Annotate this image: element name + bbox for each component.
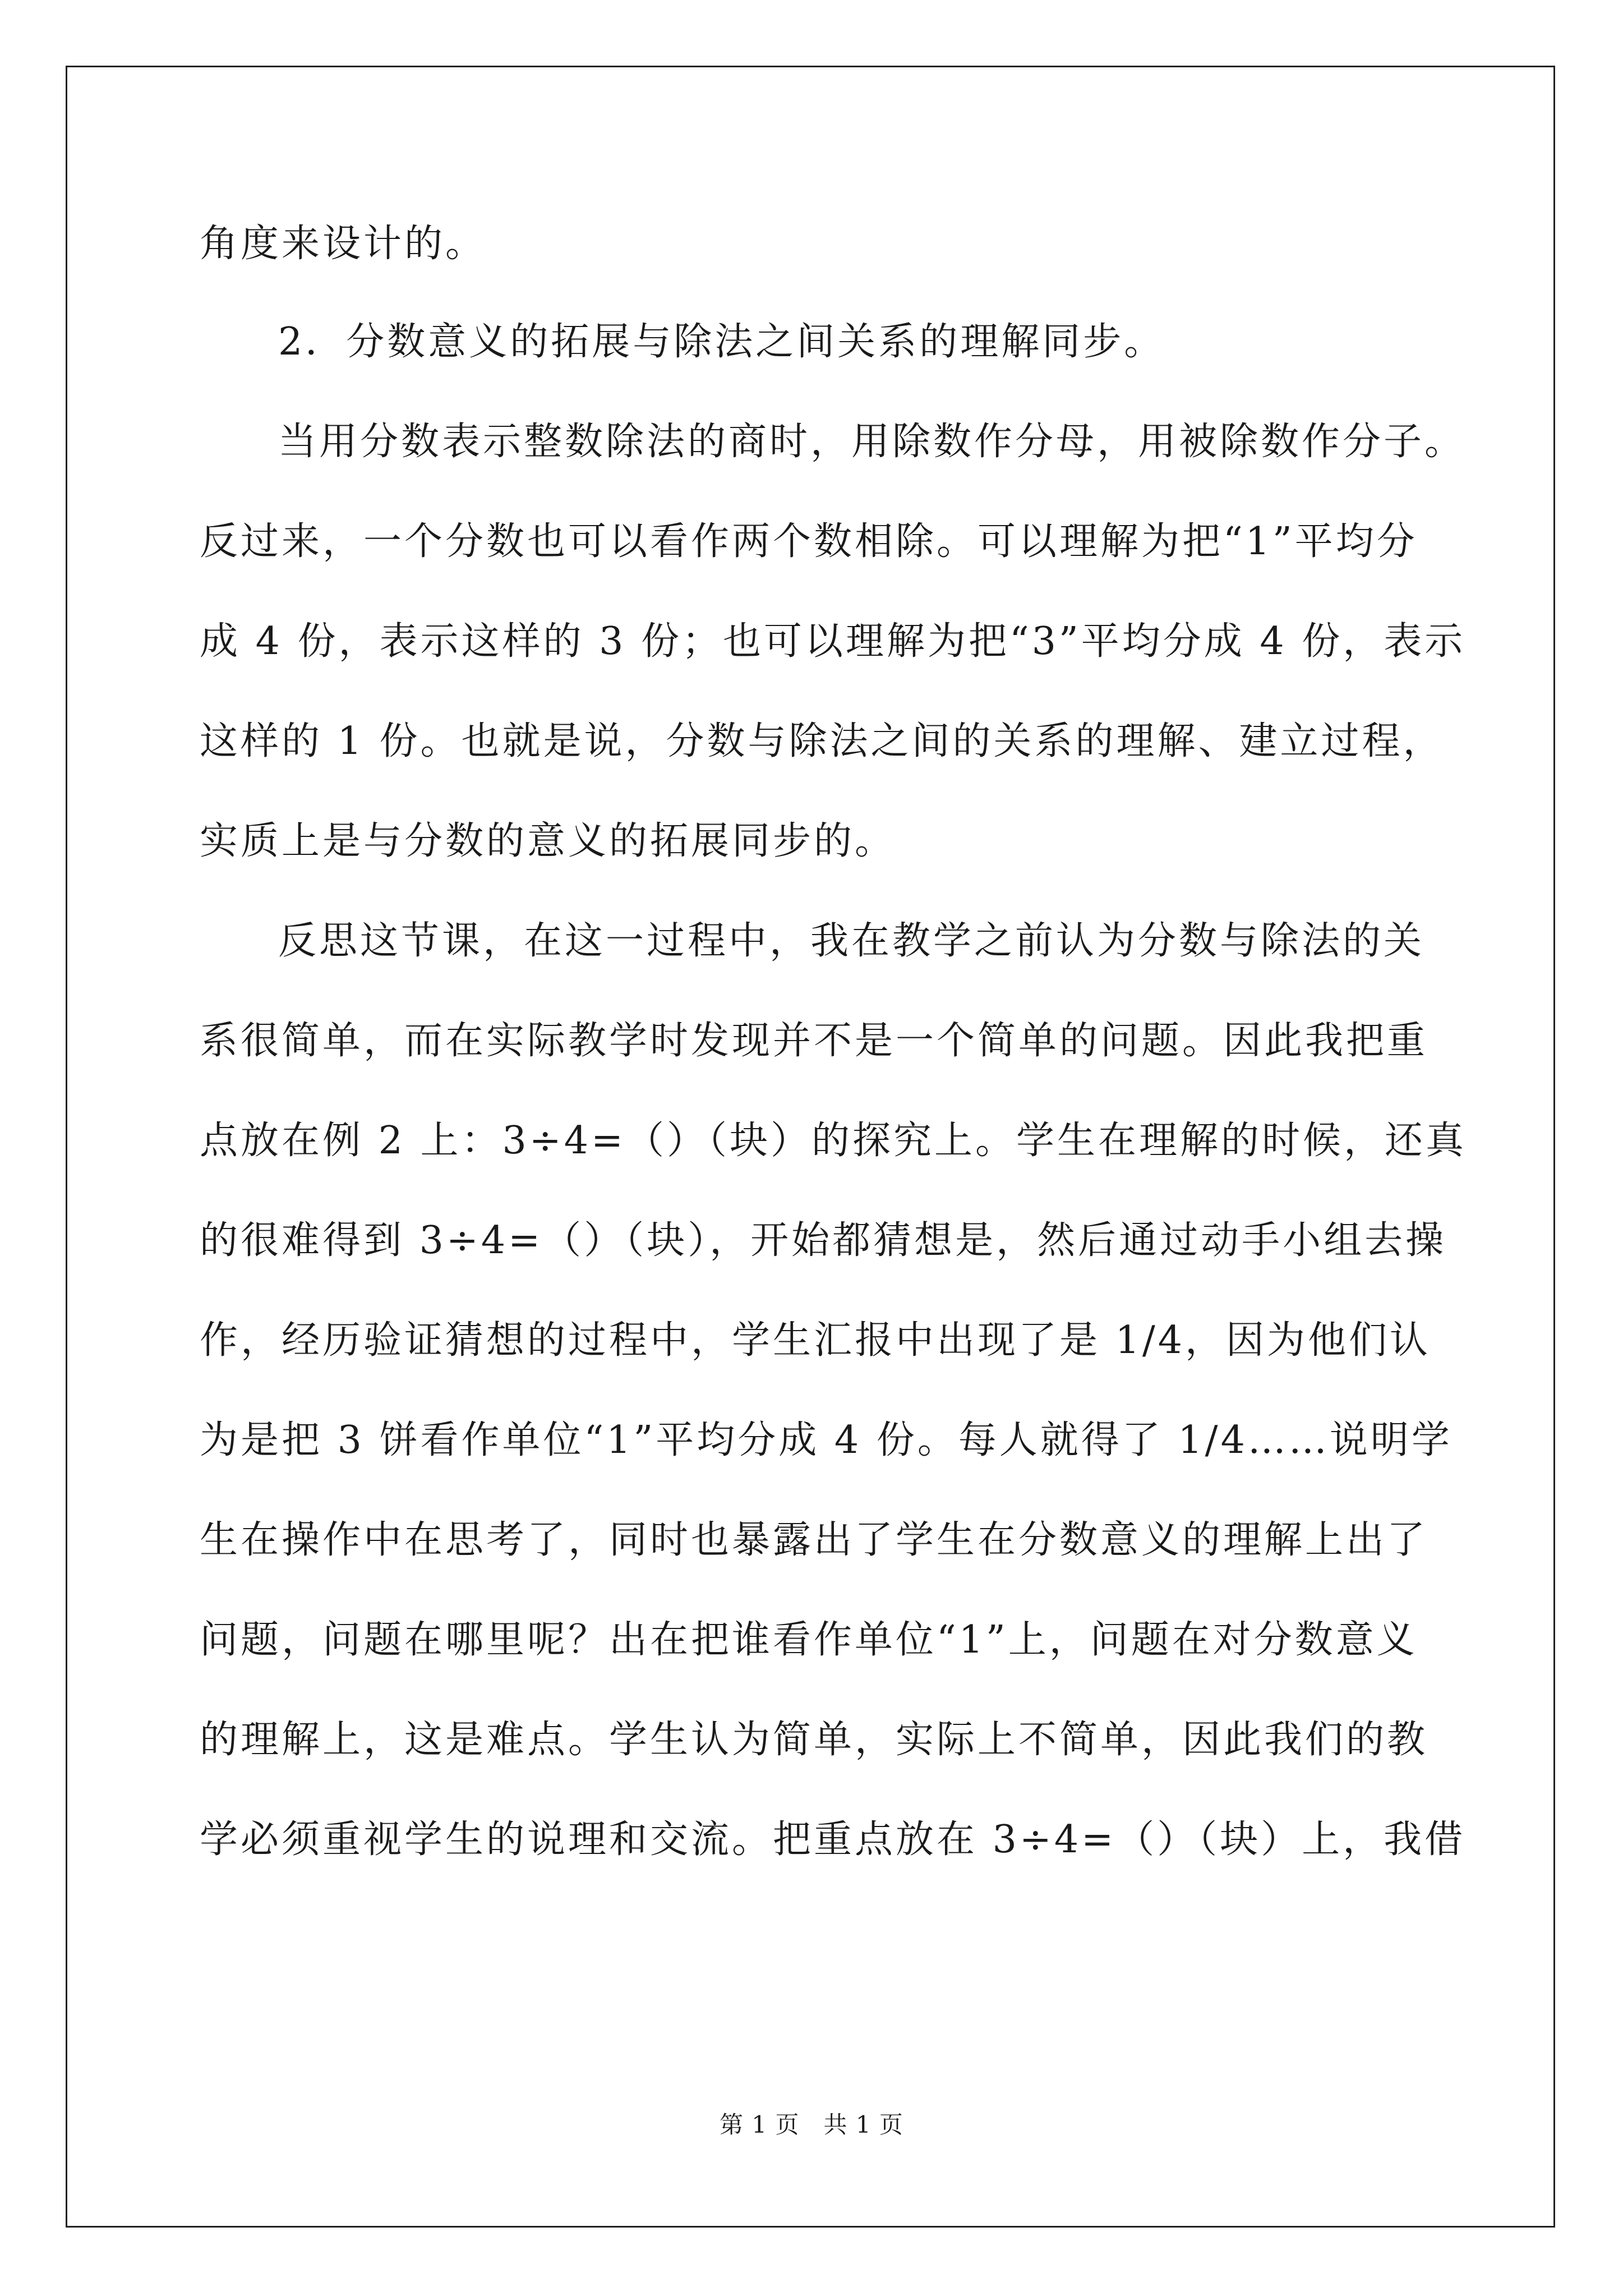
- text-line: 角度来设计的。: [200, 222, 487, 266]
- text-line: 反思这节课，在这一过程中，我在教学之前认为分数与除法的关: [278, 919, 1425, 963]
- page-number-footer: 第 1 页 共 1 页: [720, 2111, 903, 2138]
- text-line: 2．分数意义的拓展与除法之间关系的理解同步。: [278, 320, 1165, 364]
- text-line: 的很难得到 3÷4=（）（块），开始都猜想是，然后通过动手小组去操: [200, 1218, 1447, 1263]
- text-line: 的理解上，这是难点。学生认为简单，实际上不简单，因此我们的教: [200, 1718, 1428, 1762]
- text-line: 系很简单，而在实际教学时发现并不是一个简单的问题。因此我把重: [200, 1019, 1428, 1063]
- text-line: 当用分数表示整数除法的商时，用除数作分母，用被除数作分子。: [278, 420, 1466, 464]
- text-line: 为是把 3 饼看作单位“1”平均分成 4 份。每人就得了 1/4……说明学: [200, 1418, 1453, 1462]
- text-line: 问题，问题在哪里呢？出在把谁看作单位“1”上，问题在对分数意义: [200, 1618, 1418, 1662]
- text-line: 生在操作中在思考了，同时也暴露出了学生在分数意义的理解上出了: [200, 1518, 1428, 1562]
- text-line: 这样的 1 份。也就是说，分数与除法之间的关系的理解、建立过程，: [200, 719, 1444, 763]
- text-line: 点放在例 2 上：3÷4=（）（块）的探究上。学生在理解的时候，还真: [200, 1119, 1467, 1163]
- text-line: 实质上是与分数的意义的拓展同步的。: [200, 819, 896, 863]
- text-line: 成 4 份，表示这样的 3 份；也可以理解为把“3”平均分成 4 份，表示: [200, 619, 1466, 664]
- text-line: 作，经历验证猜想的过程中，学生汇报中出现了是 1/4，因为他们认: [200, 1318, 1431, 1363]
- text-line: 学必须重视学生的说理和交流。把重点放在 3÷4=（）（块）上，我借: [200, 1818, 1466, 1862]
- text-line: 反过来，一个分数也可以看作两个数相除。可以理解为把“1”平均分: [200, 519, 1418, 564]
